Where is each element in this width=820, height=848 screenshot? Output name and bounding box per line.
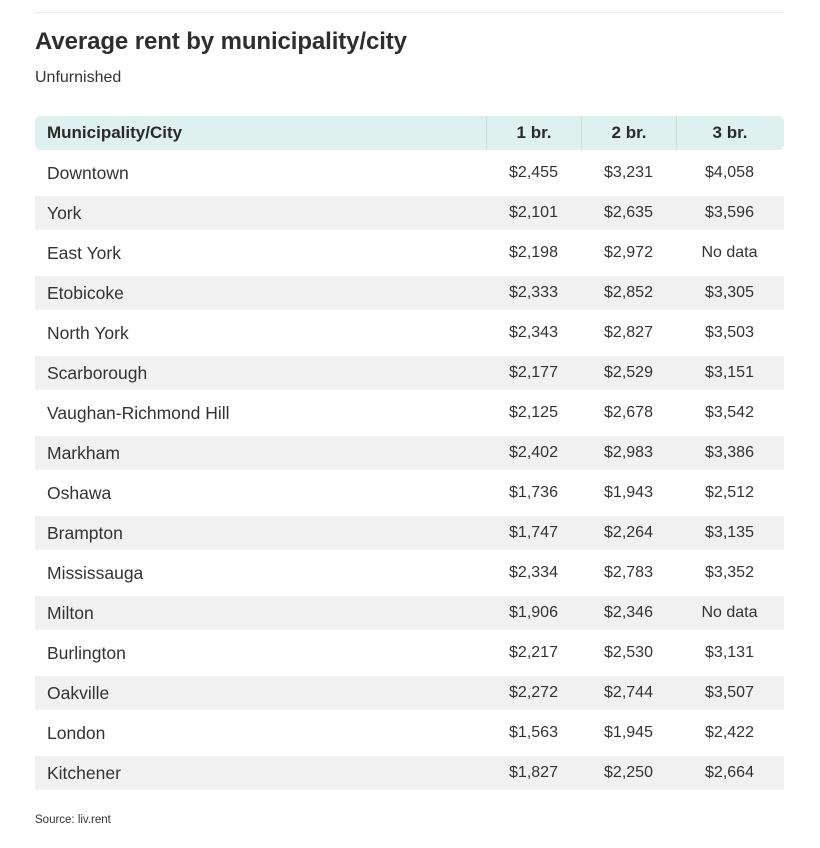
table-cell-2br: $2,983 <box>604 444 653 461</box>
table-cell-1br: $1,747 <box>509 524 558 541</box>
table-cell-1br: $1,906 <box>509 604 558 621</box>
table-cell-municipality: North York <box>47 322 129 343</box>
table-cell-municipality: London <box>47 722 106 743</box>
table-row <box>35 633 784 673</box>
table-cell-2br: $1,945 <box>604 724 653 741</box>
table-cell-1br: $1,827 <box>509 764 558 781</box>
table-row <box>35 153 784 193</box>
table-cell-2br: $3,231 <box>604 164 653 181</box>
table-cell-municipality: Mississauga <box>47 562 144 583</box>
table-cell-municipality: East York <box>47 242 121 263</box>
table-cell-3br: $3,386 <box>705 444 754 461</box>
table-cell-municipality: Burlington <box>47 642 126 663</box>
table-cell-2br: $2,346 <box>604 604 653 621</box>
table-cell-2br: $2,529 <box>604 364 653 381</box>
table-cell-3br: No data <box>701 244 758 261</box>
table-cell-municipality: Oakville <box>47 682 110 703</box>
table-row <box>35 516 784 550</box>
table-cell-1br: $2,125 <box>509 404 558 421</box>
table-cell-2br: $2,972 <box>604 244 653 261</box>
chart-subtitle: Unfurnished <box>35 69 122 86</box>
table-cell-2br: $2,264 <box>604 524 653 541</box>
table-cell-1br: $2,402 <box>509 444 558 461</box>
table-body <box>35 153 784 790</box>
table-cell-municipality: Milton <box>47 602 94 623</box>
table-row <box>35 676 784 710</box>
table-row <box>35 553 784 593</box>
table-cell-1br: $2,177 <box>509 364 558 381</box>
table-cell-3br: $3,305 <box>705 284 754 301</box>
table-cell-3br: $3,596 <box>705 204 754 221</box>
table-cell-municipality: Kitchener <box>47 762 121 783</box>
table-cell-municipality: York <box>47 202 82 223</box>
table-cell-1br: $2,334 <box>509 564 558 581</box>
header-3br: 3 br. <box>676 116 783 150</box>
table-cell-1br: $2,333 <box>509 284 558 301</box>
table-cell-municipality: Downtown <box>47 162 129 183</box>
table-cell-3br: $3,352 <box>705 564 754 581</box>
table-cell-1br: $2,343 <box>509 324 558 341</box>
table-row <box>35 356 784 390</box>
table-cell-municipality: Scarborough <box>47 362 148 383</box>
table-cell-1br: $2,272 <box>509 684 558 701</box>
table-cell-3br: $3,507 <box>705 684 754 701</box>
table-cell-2br: $2,744 <box>604 684 653 701</box>
table-cell-2br: $2,250 <box>604 764 653 781</box>
table-cell-2br: $2,530 <box>604 644 653 661</box>
table-cell-1br: $2,198 <box>509 244 558 261</box>
source-note: Source: liv.rent <box>35 814 111 826</box>
table-row <box>35 713 784 753</box>
table-cell-municipality: Markham <box>47 442 120 463</box>
header-1br: 1 br. <box>486 116 581 150</box>
table-cell-3br: $3,542 <box>705 404 754 421</box>
table-cell-1br: $1,563 <box>509 724 558 741</box>
table-row <box>35 596 784 630</box>
table-cell-2br: $2,783 <box>604 564 653 581</box>
header-2br: 2 br. <box>581 116 676 150</box>
table-row <box>35 756 784 790</box>
table-cell-municipality: Oshawa <box>47 482 112 503</box>
table-cell-2br: $2,635 <box>604 204 653 221</box>
table-cell-municipality: Brampton <box>47 522 123 543</box>
table-row <box>35 196 784 230</box>
table-cell-3br: $3,503 <box>705 324 754 341</box>
table-cell-1br: $2,217 <box>509 644 558 661</box>
top-divider <box>35 12 784 13</box>
table-cell-2br: $2,827 <box>604 324 653 341</box>
table-cell-2br: $1,943 <box>604 484 653 501</box>
table-cell-3br: $3,151 <box>705 364 754 381</box>
table-header-row <box>35 116 784 150</box>
table-cell-3br: $2,512 <box>705 484 754 501</box>
table-cell-municipality: Etobicoke <box>47 282 124 303</box>
table-row <box>35 313 784 353</box>
table-row <box>35 436 784 470</box>
table-row <box>35 233 784 273</box>
header-municipality: Municipality/City <box>47 123 183 142</box>
table-row <box>35 276 784 310</box>
table-cell-municipality: Vaughan-Richmond Hill <box>47 402 230 423</box>
table-cell-2br: $2,678 <box>604 404 653 421</box>
table-cell-1br: $2,455 <box>509 164 558 181</box>
chart-title: Average rent by municipality/city <box>35 28 407 55</box>
table-cell-2br: $2,852 <box>604 284 653 301</box>
table-cell-3br: $2,664 <box>705 764 754 781</box>
table-cell-3br: $3,131 <box>705 644 754 661</box>
table-row <box>35 473 784 513</box>
table-cell-3br: $4,058 <box>705 164 754 181</box>
table-row <box>35 393 784 433</box>
table-cell-3br: $2,422 <box>705 724 754 741</box>
rent-table <box>35 116 784 793</box>
table-cell-3br: No data <box>701 604 758 621</box>
table-cell-1br: $2,101 <box>509 204 558 221</box>
table-cell-1br: $1,736 <box>509 484 558 501</box>
table-cell-3br: $3,135 <box>705 524 754 541</box>
